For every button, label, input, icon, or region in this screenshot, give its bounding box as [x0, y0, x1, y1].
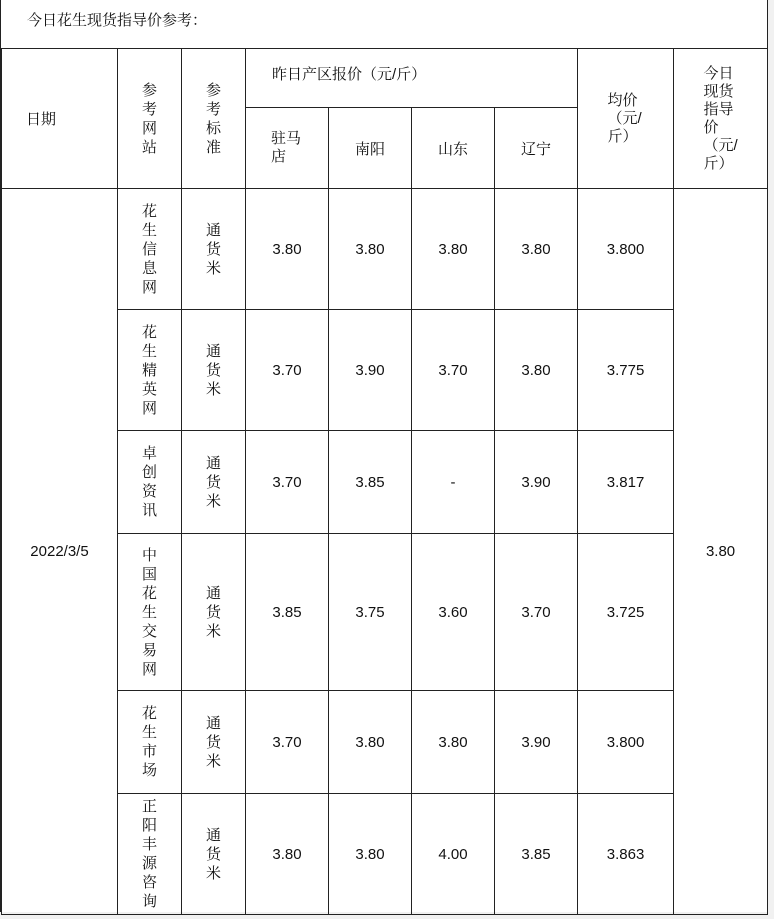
- liaoning-price: 3.80: [495, 189, 578, 310]
- shandong-price: 3.70: [412, 310, 495, 431]
- header-standard: 参考标准: [182, 49, 246, 189]
- guide-price: 3.80: [674, 189, 768, 915]
- avg-price: 3.863: [578, 794, 674, 915]
- header-guide: 今日现货指导价（元/斤）: [674, 49, 768, 189]
- liaoning-price: 3.80: [495, 310, 578, 431]
- header-row-1: [2, 49, 768, 108]
- liaoning-price: 3.85: [495, 794, 578, 915]
- zhumadian-price: 3.80: [246, 794, 329, 915]
- caption: 今日花生现货指导价参考：: [1, 0, 767, 49]
- zhumadian-price: 3.85: [246, 534, 329, 691]
- nanyang-price: 3.80: [329, 189, 412, 310]
- date-cell: 2022/3/5: [2, 189, 118, 915]
- header-region-liaoning: 辽宁: [495, 108, 578, 189]
- zhumadian-price: 3.70: [246, 310, 329, 431]
- site-cell: 卓创资讯: [118, 431, 182, 534]
- shandong-price: 3.80: [412, 189, 495, 310]
- header-region-shandong: 山东: [412, 108, 495, 189]
- standard-cell: 通货米: [182, 691, 246, 794]
- header-site: 参考网站: [118, 49, 182, 189]
- nanyang-price: 3.85: [329, 431, 412, 534]
- avg-price: 3.725: [578, 534, 674, 691]
- header-region-zhumadian: 驻马店: [246, 108, 329, 189]
- standard-cell: 通货米: [182, 431, 246, 534]
- header-yesterday-group: 昨日产区报价（元/斤）: [246, 49, 578, 108]
- avg-price: 3.817: [578, 431, 674, 534]
- liaoning-price: 3.70: [495, 534, 578, 691]
- zhumadian-price: 3.70: [246, 691, 329, 794]
- liaoning-price: 3.90: [495, 431, 578, 534]
- standard-cell: 通货米: [182, 189, 246, 310]
- nanyang-price: 3.80: [329, 691, 412, 794]
- nanyang-price: 3.75: [329, 534, 412, 691]
- price-table: [1, 48, 768, 915]
- nanyang-price: 3.90: [329, 310, 412, 431]
- avg-price: 3.800: [578, 691, 674, 794]
- zhumadian-price: 3.70: [246, 431, 329, 534]
- standard-cell: 通货米: [182, 534, 246, 691]
- table-row: [2, 189, 768, 310]
- nanyang-price: 3.80: [329, 794, 412, 915]
- zhumadian-price: 3.80: [246, 189, 329, 310]
- avg-price: 3.775: [578, 310, 674, 431]
- header-avg: 均价（元/斤）: [578, 49, 674, 189]
- avg-price: 3.800: [578, 189, 674, 310]
- site-cell: 正阳丰源咨询: [118, 794, 182, 915]
- header-region-nanyang: 南阳: [329, 108, 412, 189]
- standard-cell: 通货米: [182, 310, 246, 431]
- shandong-price: 4.00: [412, 794, 495, 915]
- shandong-price: 3.80: [412, 691, 495, 794]
- site-cell: 花生精英网: [118, 310, 182, 431]
- site-cell: 花生信息网: [118, 189, 182, 310]
- shandong-price: 3.60: [412, 534, 495, 691]
- standard-cell: 通货米: [182, 794, 246, 915]
- header-date: 日期: [2, 49, 118, 189]
- shandong-price: -: [412, 431, 495, 534]
- liaoning-price: 3.90: [495, 691, 578, 794]
- site-cell: 中国花生交易网: [118, 534, 182, 691]
- site-cell: 花生市场: [118, 691, 182, 794]
